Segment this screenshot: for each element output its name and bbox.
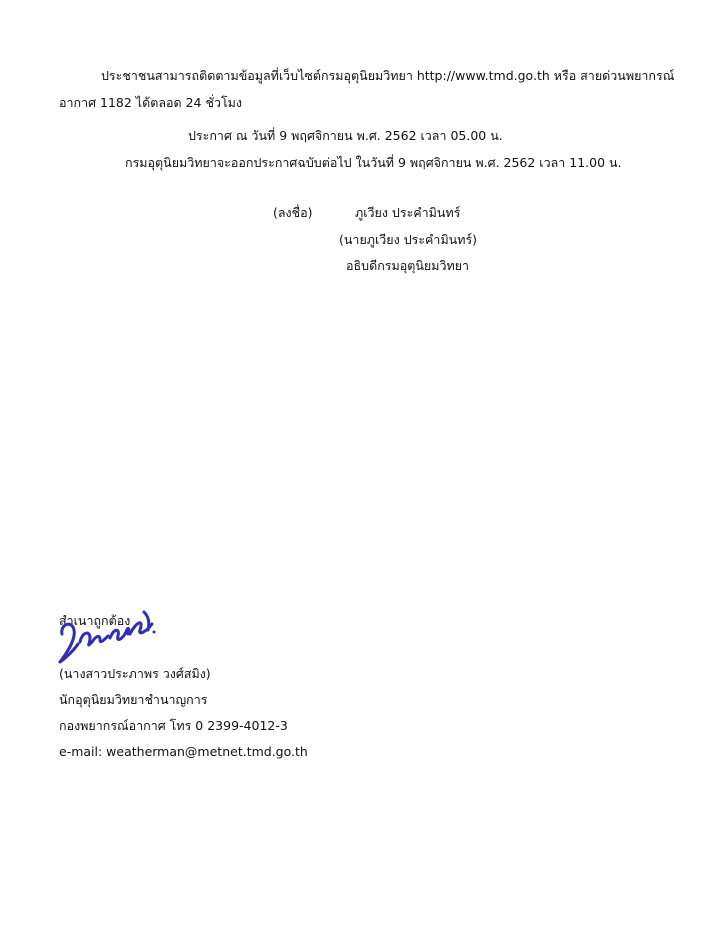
certifier-name: (นางสาวประภาพร วงศ์สมิง) <box>59 666 211 681</box>
certifier-email: e-mail: weatherman@metnet.tmd.go.th <box>59 744 308 759</box>
signatory-full-name: (นายภูเวียง ประคำมินทร์) <box>339 232 478 247</box>
contact-info-line-2: อากาศ 1182 ได้ตลอด 24 ชั่วโมง <box>59 95 243 110</box>
certified-copy-label: สำเนาถูกต้อง <box>59 613 131 628</box>
contact-info-line-1: ประชาชนสามารถติดตามข้อมูลที่เว็บไซต์กรมอุตุนิยมวิทยา http://www.tmd.go.th หรือ สายด่วนพยากรณ์ <box>101 68 675 83</box>
announcement-issued: ประกาศ ณ วันที่ 9 พฤศจิกายน พ.ศ. 2562 เวลา 05.00 น. <box>188 128 503 143</box>
handwritten-signature-icon <box>56 604 160 668</box>
announcement-next: กรมอุตุนิยมวิทยาจะออกประกาศฉบับต่อไป ในวันที่ 9 พฤศจิกายน พ.ศ. 2562 เวลา 11.00 น. <box>125 155 622 170</box>
certifier-department: กองพยากรณ์อากาศ โทร 0 2399-4012-3 <box>59 718 288 733</box>
signatory-name: ภูเวียง ประคำมินทร์ <box>355 205 461 220</box>
signatory-title: อธิบดีกรมอุตุนิยมวิทยา <box>346 258 470 273</box>
certifier-position: นักอุตุนิยมวิทยาชำนาญการ <box>59 692 208 707</box>
signature-label: (ลงชื่อ) <box>273 205 313 220</box>
